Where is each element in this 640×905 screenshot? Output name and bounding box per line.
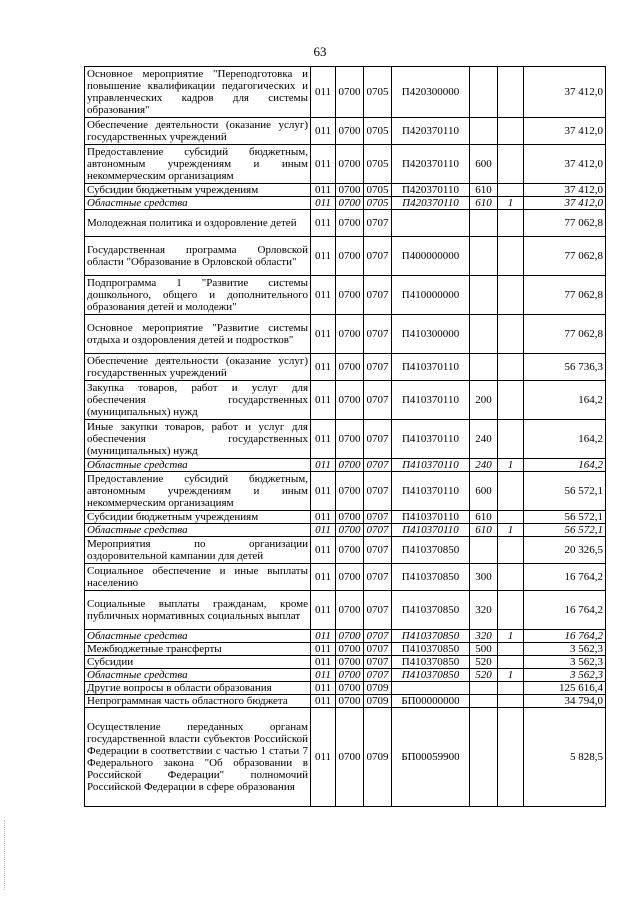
- cell-target-article: П410370850: [392, 656, 470, 669]
- table-row: [85, 315, 606, 354]
- cell-expense-type: 600: [470, 145, 498, 184]
- cell-grbs-code: 011: [311, 472, 336, 511]
- cell-expense-type: [470, 210, 498, 237]
- table-row: [85, 197, 606, 210]
- cell-expense-type: [470, 695, 498, 708]
- cell-name: Субсидии бюджетным учреждениям: [85, 511, 311, 524]
- cell-expense-type: 610: [470, 184, 498, 197]
- cell-subsection-code: 0705: [364, 184, 392, 197]
- cell-amount: 20 326,5: [524, 537, 606, 564]
- cell-subsection-code: 0705: [364, 118, 392, 145]
- cell-name: Государственная программа Орловской области "Образование в Орловской области": [85, 237, 311, 276]
- table-row: [85, 472, 606, 511]
- cell-name: Областные средства: [85, 459, 311, 472]
- cell-name: Областные средства: [85, 669, 311, 682]
- cell-name: Субсидии: [85, 656, 311, 669]
- cell-amount: 3 562,3: [524, 643, 606, 656]
- cell-funding-source: [498, 472, 524, 511]
- cell-amount: 56 736,3: [524, 354, 606, 381]
- cell-name: Осуществление переданных органам государственной власти субъектов Российской Федерации в соответствии с частью 1 статьи 7 Федерального закона "Об образовании в Российской Федерации" полномочий Российской Федерации в сфере образования: [85, 708, 311, 807]
- cell-expense-type: 240: [470, 459, 498, 472]
- cell-amount: 37 412,0: [524, 118, 606, 145]
- cell-section-code: 0700: [336, 630, 364, 643]
- cell-expense-type: [470, 118, 498, 145]
- cell-grbs-code: 011: [311, 630, 336, 643]
- cell-section-code: 0700: [336, 643, 364, 656]
- table-row: [85, 210, 606, 237]
- cell-expense-type: [470, 354, 498, 381]
- cell-subsection-code: 0705: [364, 67, 392, 118]
- cell-funding-source: 1: [498, 459, 524, 472]
- cell-section-code: 0700: [336, 197, 364, 210]
- cell-name: Мероприятия по организации оздоровительной кампании для детей: [85, 537, 311, 564]
- cell-section-code: 0700: [336, 656, 364, 669]
- cell-name: Субсидии бюджетным учреждениям: [85, 184, 311, 197]
- cell-section-code: 0700: [336, 67, 364, 118]
- cell-section-code: 0700: [336, 354, 364, 381]
- cell-expense-type: 320: [470, 591, 498, 630]
- cell-target-article: П410370850: [392, 564, 470, 591]
- cell-funding-source: [498, 145, 524, 184]
- cell-name: Областные средства: [85, 630, 311, 643]
- cell-name: Основное мероприятие "Развитие системы отдыха и оздоровления детей и подростков": [85, 315, 311, 354]
- cell-grbs-code: 011: [311, 524, 336, 537]
- cell-expense-type: 200: [470, 381, 498, 420]
- table-row: [85, 524, 606, 537]
- cell-amount: 77 062,8: [524, 210, 606, 237]
- cell-expense-type: [470, 537, 498, 564]
- table-row: [85, 118, 606, 145]
- cell-section-code: 0700: [336, 682, 364, 695]
- cell-target-article: П420300000: [392, 67, 470, 118]
- cell-funding-source: [498, 315, 524, 354]
- cell-amount: 164,2: [524, 459, 606, 472]
- cell-name: Подпрограмма 1 "Развитие системы дошкольного, общего и дополнительного образования детей и молодежи": [85, 276, 311, 315]
- cell-name: Основное мероприятие "Переподготовка и повышение квалификации педагогических и управленческих кадров для системы образования": [85, 67, 311, 118]
- cell-subsection-code: 0707: [364, 630, 392, 643]
- cell-funding-source: [498, 695, 524, 708]
- cell-funding-source: 1: [498, 630, 524, 643]
- cell-expense-type: 610: [470, 524, 498, 537]
- cell-name: Предоставление субсидий бюджетным, автономным учреждениям и иным некоммерческим организациям: [85, 145, 311, 184]
- cell-subsection-code: 0709: [364, 708, 392, 807]
- table-row: [85, 511, 606, 524]
- cell-grbs-code: 011: [311, 210, 336, 237]
- cell-subsection-code: 0705: [364, 145, 392, 184]
- cell-name: Закупка товаров, работ и услуг для обеспечения государственных (муниципальных) нужд: [85, 381, 311, 420]
- cell-funding-source: [498, 656, 524, 669]
- cell-target-article: П410370110: [392, 524, 470, 537]
- cell-target-article: П420370110: [392, 197, 470, 210]
- cell-grbs-code: 011: [311, 682, 336, 695]
- cell-subsection-code: 0707: [364, 459, 392, 472]
- cell-section-code: 0700: [336, 511, 364, 524]
- cell-target-article: [392, 682, 470, 695]
- cell-amount: 37 412,0: [524, 197, 606, 210]
- cell-target-article: П410370850: [392, 643, 470, 656]
- table-row: [85, 682, 606, 695]
- cell-amount: 37 412,0: [524, 184, 606, 197]
- cell-subsection-code: 0707: [364, 237, 392, 276]
- cell-grbs-code: 011: [311, 145, 336, 184]
- cell-section-code: 0700: [336, 669, 364, 682]
- cell-grbs-code: 011: [311, 420, 336, 459]
- table-row: [85, 643, 606, 656]
- cell-subsection-code: 0707: [364, 564, 392, 591]
- cell-subsection-code: 0709: [364, 695, 392, 708]
- cell-subsection-code: 0707: [364, 354, 392, 381]
- cell-grbs-code: 011: [311, 669, 336, 682]
- cell-subsection-code: 0707: [364, 472, 392, 511]
- cell-subsection-code: 0707: [364, 669, 392, 682]
- cell-name: Предоставление субсидий бюджетным, автономным учреждениям и иным некоммерческим организациям: [85, 472, 311, 511]
- table-row: [85, 184, 606, 197]
- cell-target-article: П410370850: [392, 630, 470, 643]
- table-row: [85, 708, 606, 807]
- cell-name: Непрограммная часть областного бюджета: [85, 695, 311, 708]
- cell-grbs-code: 011: [311, 564, 336, 591]
- cell-target-article: П410370110: [392, 381, 470, 420]
- cell-name: Иные закупки товаров, работ и услуг для обеспечения государственных (муниципальных) нужд: [85, 420, 311, 459]
- cell-grbs-code: 011: [311, 276, 336, 315]
- cell-target-article: П410370110: [392, 472, 470, 511]
- cell-subsection-code: 0707: [364, 315, 392, 354]
- cell-subsection-code: 0707: [364, 643, 392, 656]
- cell-funding-source: [498, 184, 524, 197]
- cell-target-article: БП00059900: [392, 708, 470, 807]
- cell-funding-source: [498, 420, 524, 459]
- cell-section-code: 0700: [336, 315, 364, 354]
- cell-funding-source: [498, 591, 524, 630]
- cell-funding-source: [498, 381, 524, 420]
- cell-grbs-code: 011: [311, 354, 336, 381]
- cell-grbs-code: 011: [311, 708, 336, 807]
- table-row: [85, 354, 606, 381]
- cell-section-code: 0700: [336, 381, 364, 420]
- cell-subsection-code: 0707: [364, 524, 392, 537]
- cell-target-article: П410370110: [392, 459, 470, 472]
- cell-amount: 77 062,8: [524, 237, 606, 276]
- cell-funding-source: [498, 118, 524, 145]
- cell-grbs-code: 011: [311, 643, 336, 656]
- cell-expense-type: [470, 315, 498, 354]
- cell-amount: 5 828,5: [524, 708, 606, 807]
- cell-expense-type: 610: [470, 197, 498, 210]
- table-row: [85, 669, 606, 682]
- cell-target-article: [392, 210, 470, 237]
- cell-funding-source: [498, 237, 524, 276]
- page-number: 63: [313, 44, 327, 59]
- cell-target-article: П420370110: [392, 184, 470, 197]
- table-row: [85, 630, 606, 643]
- cell-grbs-code: 011: [311, 656, 336, 669]
- cell-amount: 56 572,1: [524, 472, 606, 511]
- table-row: [85, 591, 606, 630]
- cell-grbs-code: 011: [311, 591, 336, 630]
- cell-name: Молодежная политика и оздоровление детей: [85, 210, 311, 237]
- cell-funding-source: [498, 67, 524, 118]
- cell-expense-type: [470, 237, 498, 276]
- cell-expense-type: 320: [470, 630, 498, 643]
- cell-name: Областные средства: [85, 197, 311, 210]
- cell-target-article: П410370110: [392, 354, 470, 381]
- cell-amount: 3 562,3: [524, 656, 606, 669]
- cell-grbs-code: 011: [311, 537, 336, 564]
- cell-subsection-code: 0707: [364, 381, 392, 420]
- budget-table-body: [85, 67, 606, 807]
- cell-section-code: 0700: [336, 276, 364, 315]
- cell-grbs-code: 011: [311, 695, 336, 708]
- cell-section-code: 0700: [336, 708, 364, 807]
- cell-expense-type: 520: [470, 669, 498, 682]
- cell-amount: 77 062,8: [524, 276, 606, 315]
- cell-funding-source: 1: [498, 197, 524, 210]
- cell-section-code: 0700: [336, 564, 364, 591]
- cell-grbs-code: 011: [311, 381, 336, 420]
- cell-section-code: 0700: [336, 420, 364, 459]
- cell-expense-type: [470, 682, 498, 695]
- cell-grbs-code: 011: [311, 118, 336, 145]
- cell-subsection-code: 0707: [364, 656, 392, 669]
- cell-target-article: П420370110: [392, 145, 470, 184]
- cell-grbs-code: 011: [311, 511, 336, 524]
- cell-funding-source: [498, 354, 524, 381]
- cell-subsection-code: 0707: [364, 537, 392, 564]
- cell-target-article: П420370110: [392, 118, 470, 145]
- cell-amount: 56 572,1: [524, 511, 606, 524]
- cell-expense-type: 500: [470, 643, 498, 656]
- cell-grbs-code: 011: [311, 197, 336, 210]
- cell-target-article: П410000000: [392, 276, 470, 315]
- cell-amount: 16 764,2: [524, 591, 606, 630]
- cell-expense-type: [470, 276, 498, 315]
- cell-grbs-code: 011: [311, 459, 336, 472]
- table-row: [85, 276, 606, 315]
- cell-section-code: 0700: [336, 591, 364, 630]
- cell-grbs-code: 011: [311, 67, 336, 118]
- cell-target-article: БП00000000: [392, 695, 470, 708]
- cell-amount: 37 412,0: [524, 145, 606, 184]
- table-row: [85, 67, 606, 118]
- table-row: [85, 381, 606, 420]
- cell-subsection-code: 0709: [364, 682, 392, 695]
- table-row: [85, 145, 606, 184]
- cell-funding-source: [498, 276, 524, 315]
- cell-expense-type: 300: [470, 564, 498, 591]
- cell-amount: 37 412,0: [524, 67, 606, 118]
- cell-section-code: 0700: [336, 184, 364, 197]
- cell-name: Обеспечение деятельности (оказание услуг) государственных учреждений: [85, 118, 311, 145]
- cell-target-article: П410370110: [392, 511, 470, 524]
- cell-name: Другие вопросы в области образования: [85, 682, 311, 695]
- cell-target-article: П410370850: [392, 591, 470, 630]
- cell-subsection-code: 0707: [364, 276, 392, 315]
- cell-amount: 34 794,0: [524, 695, 606, 708]
- table-row: [85, 656, 606, 669]
- cell-funding-source: 1: [498, 524, 524, 537]
- cell-target-article: П410370850: [392, 537, 470, 564]
- cell-expense-type: [470, 67, 498, 118]
- cell-name: Межбюджетные трансферты: [85, 643, 311, 656]
- table-row: [85, 564, 606, 591]
- cell-expense-type: 520: [470, 656, 498, 669]
- margin-dots-decoration: [4, 820, 6, 890]
- cell-name: Социальное обеспечение и иные выплаты населению: [85, 564, 311, 591]
- cell-expense-type: 610: [470, 511, 498, 524]
- cell-section-code: 0700: [336, 695, 364, 708]
- table-row: [85, 537, 606, 564]
- cell-target-article: П410370850: [392, 669, 470, 682]
- cell-expense-type: [470, 708, 498, 807]
- cell-expense-type: 600: [470, 472, 498, 511]
- cell-name: Обеспечение деятельности (оказание услуг) государственных учреждений: [85, 354, 311, 381]
- cell-funding-source: [498, 564, 524, 591]
- cell-grbs-code: 011: [311, 237, 336, 276]
- table-row: [85, 420, 606, 459]
- cell-amount: 56 572,1: [524, 524, 606, 537]
- cell-amount: 164,2: [524, 420, 606, 459]
- cell-grbs-code: 011: [311, 315, 336, 354]
- cell-section-code: 0700: [336, 524, 364, 537]
- cell-funding-source: [498, 643, 524, 656]
- cell-amount: 16 764,2: [524, 564, 606, 591]
- cell-subsection-code: 0705: [364, 197, 392, 210]
- cell-funding-source: [498, 210, 524, 237]
- cell-grbs-code: 011: [311, 184, 336, 197]
- cell-funding-source: [498, 537, 524, 564]
- table-row: [85, 237, 606, 276]
- cell-expense-type: 240: [470, 420, 498, 459]
- cell-section-code: 0700: [336, 472, 364, 511]
- cell-funding-source: [498, 708, 524, 807]
- cell-name: Областные средства: [85, 524, 311, 537]
- cell-subsection-code: 0707: [364, 420, 392, 459]
- table-row: [85, 459, 606, 472]
- cell-amount: 3 562,3: [524, 669, 606, 682]
- cell-amount: 164,2: [524, 381, 606, 420]
- cell-target-article: П400000000: [392, 237, 470, 276]
- cell-subsection-code: 0707: [364, 210, 392, 237]
- cell-target-article: П410370110: [392, 420, 470, 459]
- cell-funding-source: [498, 682, 524, 695]
- cell-section-code: 0700: [336, 118, 364, 145]
- cell-subsection-code: 0707: [364, 591, 392, 630]
- cell-amount: 16 764,2: [524, 630, 606, 643]
- cell-amount: 77 062,8: [524, 315, 606, 354]
- budget-table: [84, 66, 606, 807]
- cell-section-code: 0700: [336, 537, 364, 564]
- cell-funding-source: 1: [498, 669, 524, 682]
- cell-subsection-code: 0707: [364, 511, 392, 524]
- cell-funding-source: [498, 511, 524, 524]
- cell-section-code: 0700: [336, 210, 364, 237]
- cell-name: Социальные выплаты гражданам, кроме публичных нормативных социальных выплат: [85, 591, 311, 630]
- cell-target-article: П410300000: [392, 315, 470, 354]
- table-row: [85, 695, 606, 708]
- cell-amount: 125 616,4: [524, 682, 606, 695]
- cell-section-code: 0700: [336, 237, 364, 276]
- cell-section-code: 0700: [336, 145, 364, 184]
- cell-section-code: 0700: [336, 459, 364, 472]
